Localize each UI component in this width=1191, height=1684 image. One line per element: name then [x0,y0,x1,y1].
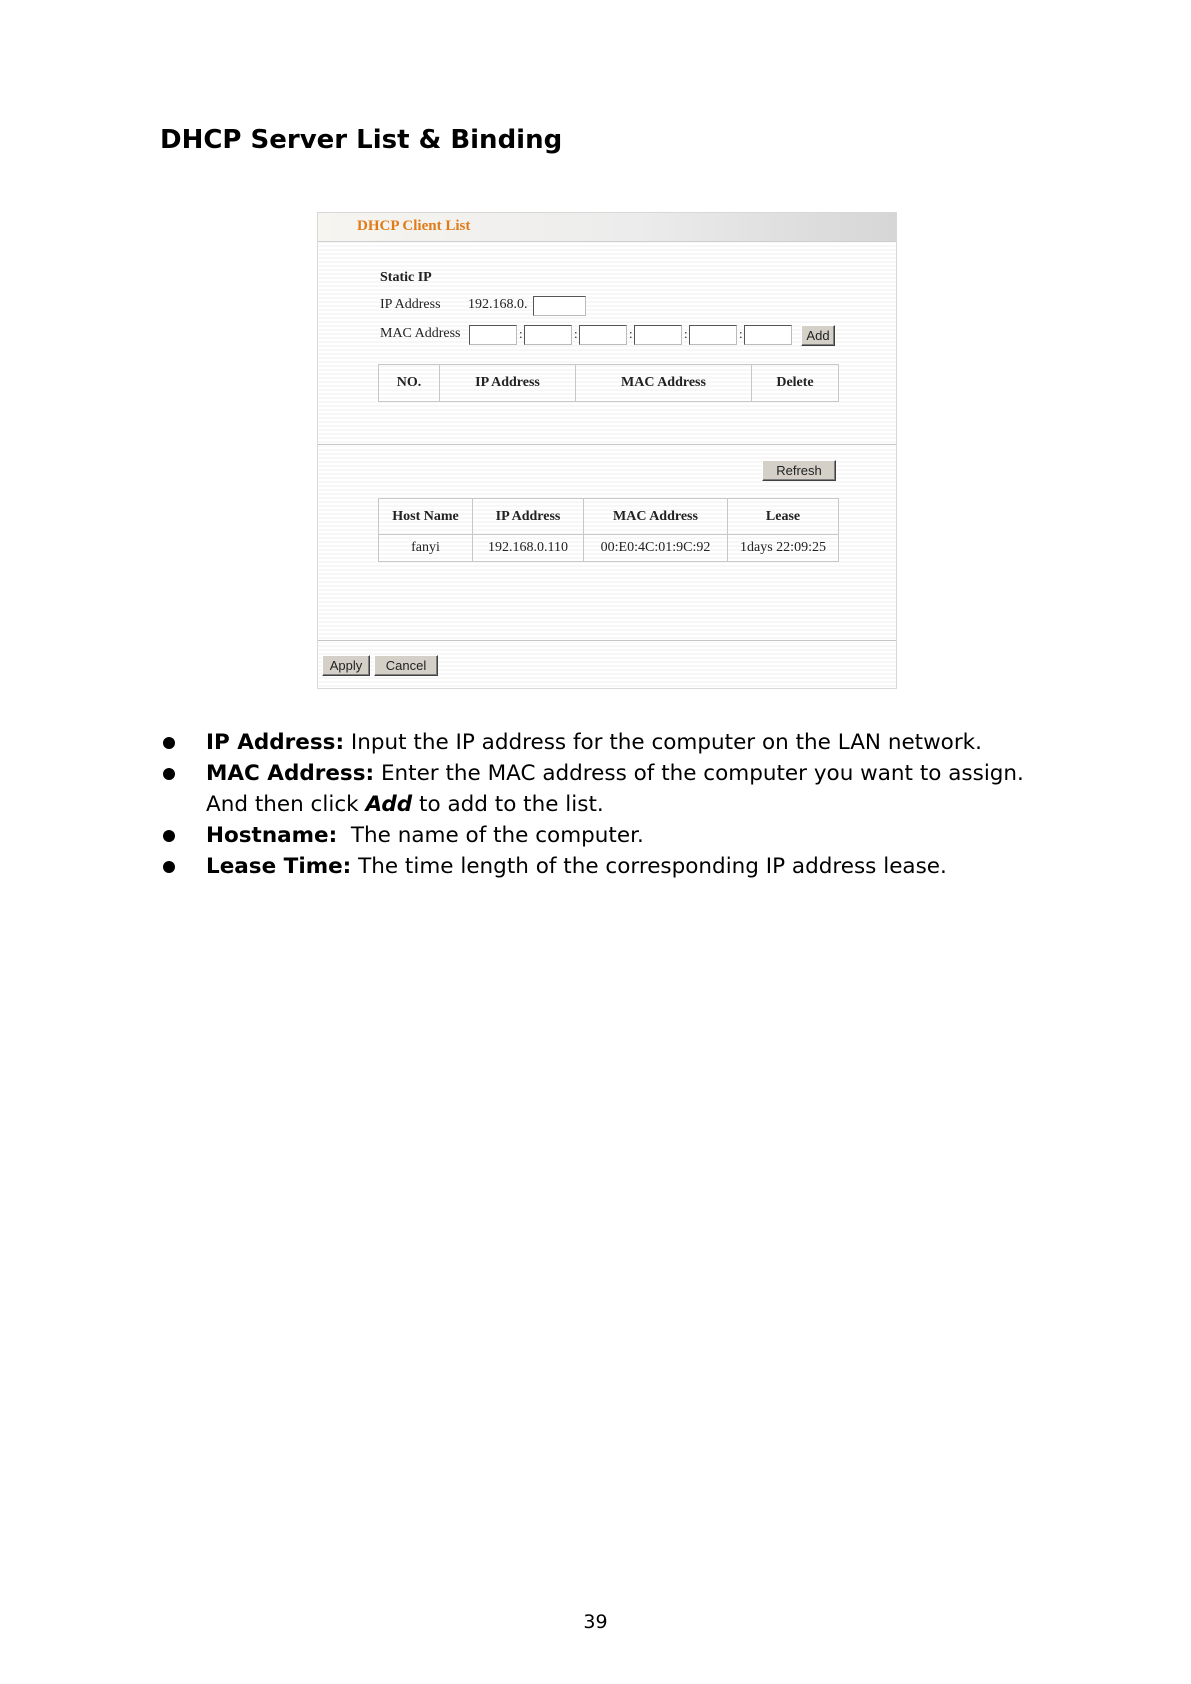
term-description: Input the IP address for the computer on the LAN network. [344,730,982,755]
term-description: The name of the computer. [337,823,644,848]
term-description-continuation [206,789,1110,820]
mac-octet-3-input[interactable] [579,325,627,345]
bullet-icon [163,768,175,780]
ip-address-cell: 192.168.0.110 [473,535,584,562]
term-description: Enter the MAC address of the computer you want to assign. [374,761,1024,786]
list-item [160,758,1110,820]
mac-separator: : [574,326,578,341]
mac-address-cell: 00:E0:4C:01:9C:92 [584,535,728,562]
mac-separator: : [739,326,743,341]
term-label: IP Address: [206,730,345,755]
mac-octet-2-input[interactable] [524,325,572,345]
static-ip-label: Static IP [380,270,432,285]
field-description-list [160,727,1110,882]
continuation-text: And then click [206,792,366,817]
column-header-no: NO. [379,365,440,402]
static-binding-table [378,364,839,402]
list-item [160,727,1110,758]
mac-separator: : [629,326,633,341]
add-emphasis: Add [365,792,413,817]
refresh-button[interactable]: Refresh [762,460,836,481]
table-header-row [379,499,839,535]
bullet-icon [163,830,175,842]
mac-address-label: MAC Address [380,326,461,341]
section-divider [318,640,896,642]
mac-separator: : [684,326,688,341]
ip-prefix-text: 192.168.0. [468,297,528,312]
lease-cell: 1days 22:09:25 [728,535,839,562]
column-header-mac-address: MAC Address [576,365,752,402]
dhcp-client-list-screenshot [317,212,897,689]
column-header-delete: Delete [752,365,839,402]
mac-octet-5-input[interactable] [689,325,737,345]
section-divider [318,444,896,446]
term-label: Hostname: [206,823,338,848]
continuation-text: to add to the list. [412,792,604,817]
column-header-host-name: Host Name [379,499,473,535]
mac-separator: : [519,326,523,341]
bullet-icon [163,861,175,873]
column-header-ip-address: IP Address [440,365,576,402]
list-item [160,820,1110,851]
term-label: Lease Time: [206,854,352,879]
mac-octet-1-input[interactable] [469,325,517,345]
dhcp-client-table [378,498,839,562]
panel-header [318,213,896,242]
column-header-ip-address: IP Address [473,499,584,535]
ip-address-label: IP Address [380,297,441,312]
term-label: MAC Address: [206,761,375,786]
column-header-mac-address: MAC Address [584,499,728,535]
ip-last-octet-input[interactable] [533,296,586,316]
add-button[interactable]: Add [801,325,835,346]
apply-button[interactable]: Apply [322,655,370,676]
page-number: 39 [583,1611,608,1633]
term-description: The time length of the corresponding IP address lease. [351,854,947,879]
table-row [379,535,839,562]
mac-octet-4-input[interactable] [634,325,682,345]
column-header-lease: Lease [728,499,839,535]
cancel-button[interactable]: Cancel [374,655,438,676]
bullet-icon [163,737,175,749]
host-name-cell: fanyi [379,535,473,562]
table-header-row [379,365,839,402]
mac-octet-6-input[interactable] [744,325,792,345]
panel-title: DHCP Client List [357,218,471,234]
list-item [160,851,1110,882]
page-heading: DHCP Server List & Binding [160,125,563,155]
